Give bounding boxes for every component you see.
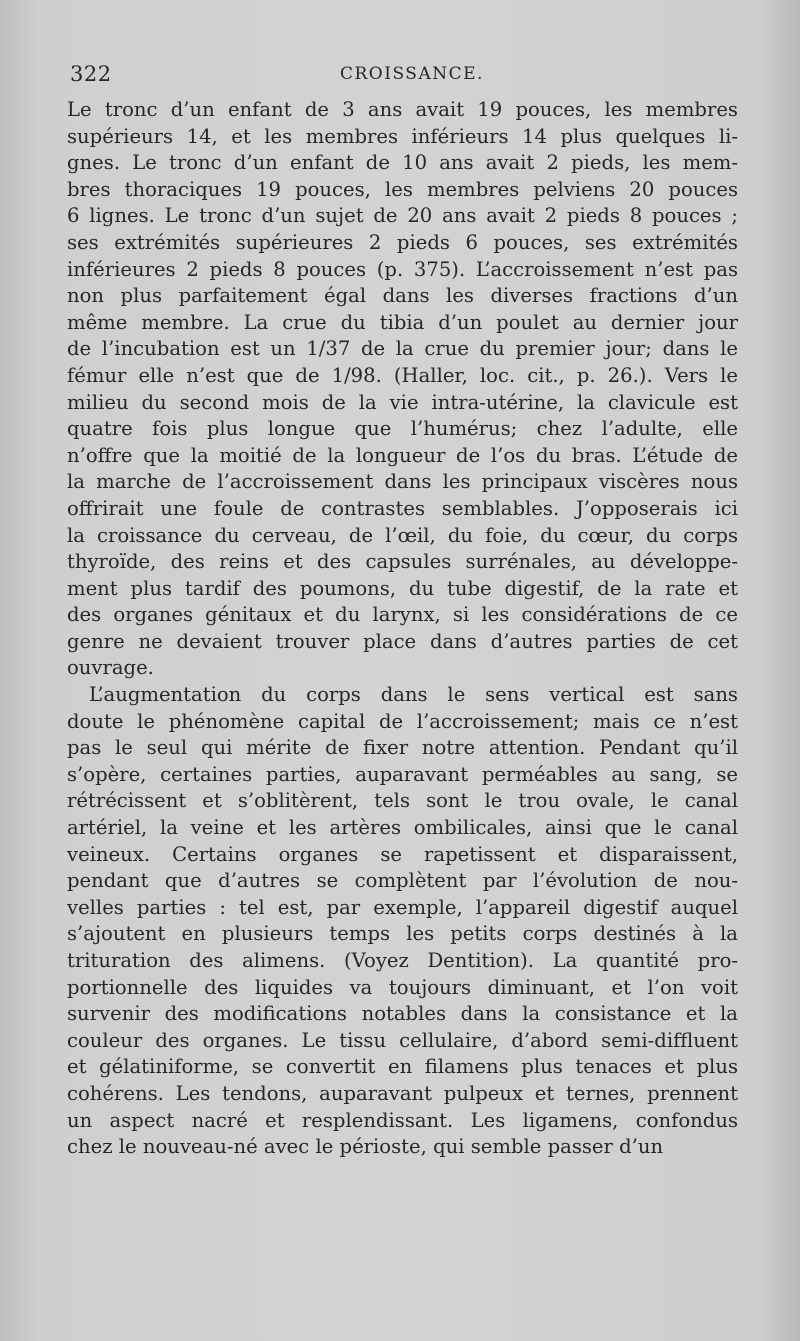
text-line: 6 lignes. Le tronc d’un sujet de 20 ans avait 2 pieds 8 pouces ; bbox=[67, 204, 738, 228]
text-line: cohérens. Les tendons, auparavant pulpeux et ternes, prennent bbox=[67, 1081, 738, 1105]
page-header bbox=[70, 62, 738, 90]
text-line: même membre. La crue du tibia d’un poulet au dernier jour bbox=[67, 310, 738, 334]
text-line: pas le seul qui mérite de fixer notre attention. Pendant qu’il bbox=[67, 736, 738, 760]
text-line: s’ajoutent en plusieurs temps les petits corps destinés à la bbox=[67, 922, 738, 946]
text-line: artériel, la veine et les artères ombilicales, ainsi que le canal bbox=[67, 816, 738, 840]
text-line: trituration des alimens. (Voyez Dentition). La quantité pro- bbox=[67, 949, 738, 972]
running-head: CROISSANCE. bbox=[340, 64, 484, 84]
text-line: de l’incubation est un 1/37 de la crue du premier jour; dans le bbox=[67, 337, 738, 361]
text-line: rétrécissent et s’oblitèrent, tels sont le trou ovale, le canal bbox=[67, 789, 738, 813]
text-line: s’opère, certaines parties, auparavant perméables au sang, se bbox=[67, 762, 738, 786]
text-line: non plus parfaitement égal dans les diverses fractions d’un bbox=[67, 284, 738, 308]
text-line: des organes génitaux et du larynx, si les considérations de ce bbox=[67, 603, 738, 627]
page-number: 322 bbox=[70, 62, 112, 86]
text-line: gnes. Le tronc d’un enfant de 10 ans avait 2 pieds, les mem- bbox=[67, 151, 738, 175]
text-line: veineux. Certains organes se rapetissent et disparaissent, bbox=[67, 842, 738, 866]
text-line: doute le phénomène capital de l’accroissement; mais ce n’est bbox=[67, 709, 738, 733]
text-line: ses extrémités supérieures 2 pieds 6 pouces, ses extrémités bbox=[67, 230, 738, 254]
text-line: genre ne devaient trouver place dans d’autres parties de cet bbox=[67, 629, 738, 653]
text-line: la marche de l’accroissement dans les principaux viscères nous bbox=[67, 470, 738, 494]
text-line: ouvrage. bbox=[67, 656, 154, 680]
text-line: pendant que d’autres se complètent par l’évolution de nou- bbox=[67, 869, 738, 893]
body-text bbox=[67, 97, 738, 1161]
text-line: velles parties : tel est, par exemple, l’appareil digestif auquel bbox=[67, 895, 738, 919]
text-line: milieu du second mois de la vie intra-utérine, la clavicule est bbox=[67, 390, 738, 414]
text-line: la croissance du cerveau, de l’œil, du foie, du cœur, du corps bbox=[67, 523, 738, 547]
text-line: n’offre que la moitié de la longueur de l’os du bras. L’étude de bbox=[67, 443, 738, 467]
text-line: portionnelle des liquides va toujours diminuant, et l’on voit bbox=[67, 975, 738, 999]
text-line: quatre fois plus longue que l’humérus; chez l’adulte, elle bbox=[67, 417, 738, 441]
text-line: inférieures 2 pieds 8 pouces (p. 375). L’accroissement n’est pas bbox=[67, 257, 738, 281]
text-line: bres thoraciques 19 pouces, les membres pelviens 20 pouces bbox=[67, 177, 738, 201]
text-line: ment plus tardif des poumons, du tube digestif, de la rate et bbox=[67, 576, 738, 600]
text-line: offrirait une foule de contrastes semblables. J’opposerais ici bbox=[67, 496, 738, 520]
text-line: survenir des modifications notables dans la consistance et la bbox=[67, 1002, 738, 1026]
text-line: fémur elle n’est que de 1/98. (Haller, loc. cit., p. 26.). Vers le bbox=[67, 363, 738, 387]
text-line: couleur des organes. Le tissu cellulaire, d’abord semi-diffluent bbox=[67, 1028, 738, 1052]
text-line: L’augmentation du corps dans le sens vertical est sans bbox=[89, 683, 738, 707]
text-line: et gélatiniforme, se convertit en filamens plus tenaces et plus bbox=[67, 1055, 738, 1079]
text-line: un aspect nacré et resplendissant. Les ligamens, confondus bbox=[67, 1108, 738, 1132]
text-line: thyroïde, des reins et des capsules surrénales, au développe- bbox=[67, 550, 738, 574]
text-line: chez le nouveau-né avec le périoste, qui semble passer d’un bbox=[67, 1135, 664, 1159]
text-line: supérieurs 14, et les membres inférieurs 14 plus quelques li- bbox=[67, 124, 738, 148]
text-line: Le tronc d’un enfant de 3 ans avait 19 pouces, les membres bbox=[67, 98, 738, 121]
